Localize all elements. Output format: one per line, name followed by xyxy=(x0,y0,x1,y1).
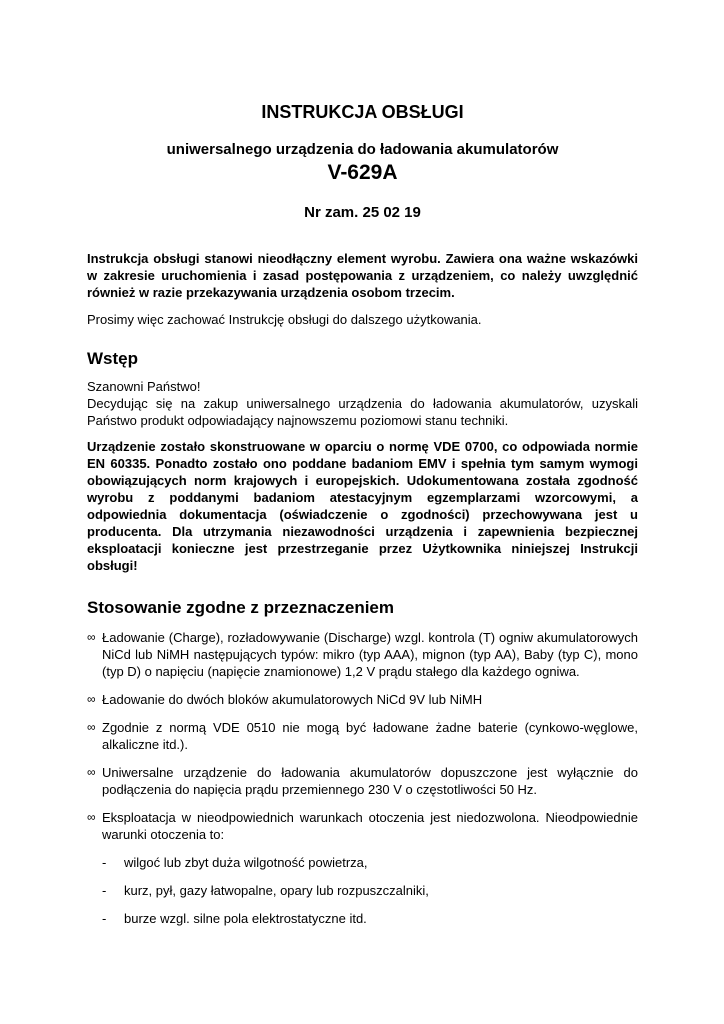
dash-bullet-icon: - xyxy=(102,883,107,898)
list-item xyxy=(87,719,638,753)
infinity-bullet-icon: ∞ xyxy=(87,692,96,706)
infinity-bullet-icon: ∞ xyxy=(87,810,96,824)
conditions-list xyxy=(87,854,638,927)
condition-text: burze wzgl. silne pola elektrostatyczne itd. xyxy=(124,911,367,926)
condition-text: kurz, pył, gazy łatwopalne, opary lub rozpuszczalniki, xyxy=(124,883,429,898)
list-item-text: Eksploatacja w nieodpowiednich warunkach otoczenia jest niedozwolona. Nieodpowiednie warunki otoczenia to: xyxy=(102,810,638,842)
condition-item xyxy=(102,854,638,871)
section-heading-usage: Stosowanie zgodne z przeznaczeniem xyxy=(87,598,395,617)
condition-item xyxy=(102,882,638,899)
purchase-paragraph: Decydując się na zakup uniwersalnego urządzenia do ładowania akumulatorów, uzyskali Państwo produkt odpowiadający najnowszemu poziomowi stanu techniki. xyxy=(87,396,638,428)
condition-text: wilgoć lub zbyt duża wilgotność powietrza, xyxy=(124,855,368,870)
list-item-text: Ładowanie (Charge), rozładowywanie (Discharge) wzgl. kontrola (T) ogniw akumulatorowych NiCd lub NiMH następujących typów: mikro (typ AAA), mignon (typ AA), Baby (typ C), mono (typ D) o napięciu (napięcie znamionowe) 1,2 V prądu stałego dla każdego ogniwa. xyxy=(102,630,638,679)
list-item xyxy=(87,764,638,798)
order-number: Nr zam. 25 02 19 xyxy=(304,204,421,221)
model-number: V-629A xyxy=(327,161,398,184)
section-heading-wstep: Wstęp xyxy=(87,349,138,368)
infinity-bullet-icon: ∞ xyxy=(87,630,96,644)
infinity-bullet-icon: ∞ xyxy=(87,765,96,779)
list-item-text: Uniwersalne urządzenie do ładowania akumulatorów dopuszczone jest wyłącznie do podłączenia do napięcia prądu przemiennego 230 V o częstotliwości 50 Hz. xyxy=(102,765,638,797)
list-item-text: Ładowanie do dwóch bloków akumulatorowych NiCd 9V lub NiMH xyxy=(102,692,483,707)
condition-item xyxy=(102,910,638,927)
dash-bullet-icon: - xyxy=(102,855,107,870)
usage-list xyxy=(87,629,638,843)
document-subtitle: uniwersalnego urządzenia do ładowania akumulatorów xyxy=(166,141,559,158)
greeting: Szanowni Państwo! xyxy=(87,379,201,394)
list-item xyxy=(87,691,638,708)
list-item-text: Zgodnie z normą VDE 0510 nie mogą być ładowane żadne baterie (cynkowo-węglowe, alkaliczne itd.). xyxy=(102,720,638,752)
infinity-bullet-icon: ∞ xyxy=(87,720,96,734)
list-item xyxy=(87,629,638,680)
intro-notice: Instrukcja obsługi stanowi nieodłączny element wyrobu. Zawiera ona ważne wskazówki w zakresie uruchomienia i zasad postępowania z urządzeniem, co należy uwzględnić również w razie przekazywania urządzenia osobom trzecim. xyxy=(87,251,638,300)
dash-bullet-icon: - xyxy=(102,911,107,926)
keep-manual-notice: Prosimy więc zachować Instrukcję obsługi do dalszego użytkowania. xyxy=(87,312,482,327)
list-item xyxy=(87,809,638,843)
document-title: INSTRUKCJA OBSŁUGI xyxy=(261,102,464,122)
certification-paragraph: Urządzenie zostało skonstruowane w oparciu o normę VDE 0700, co odpowiada normie EN 60335. Ponadto zostało ono poddane badaniom EMV i spełnia tym samym wymogi obowiązujących norm krajowych i europejskich. Udokumentowana została zgodność wyrobu z poddanymi badaniom atestacyjnym egzemplarzami wzorcowymi, a odpowiednia dokumentacja (oświadczenie o zgodności) przechowywana jest u producenta. Dla utrzymania niezawodności urządzenia i zapewnienia bezpiecznej eksploatacji konieczne jest przestrzeganie przez Użytkownika niniejszej Instrukcji obsługi! xyxy=(87,439,638,573)
